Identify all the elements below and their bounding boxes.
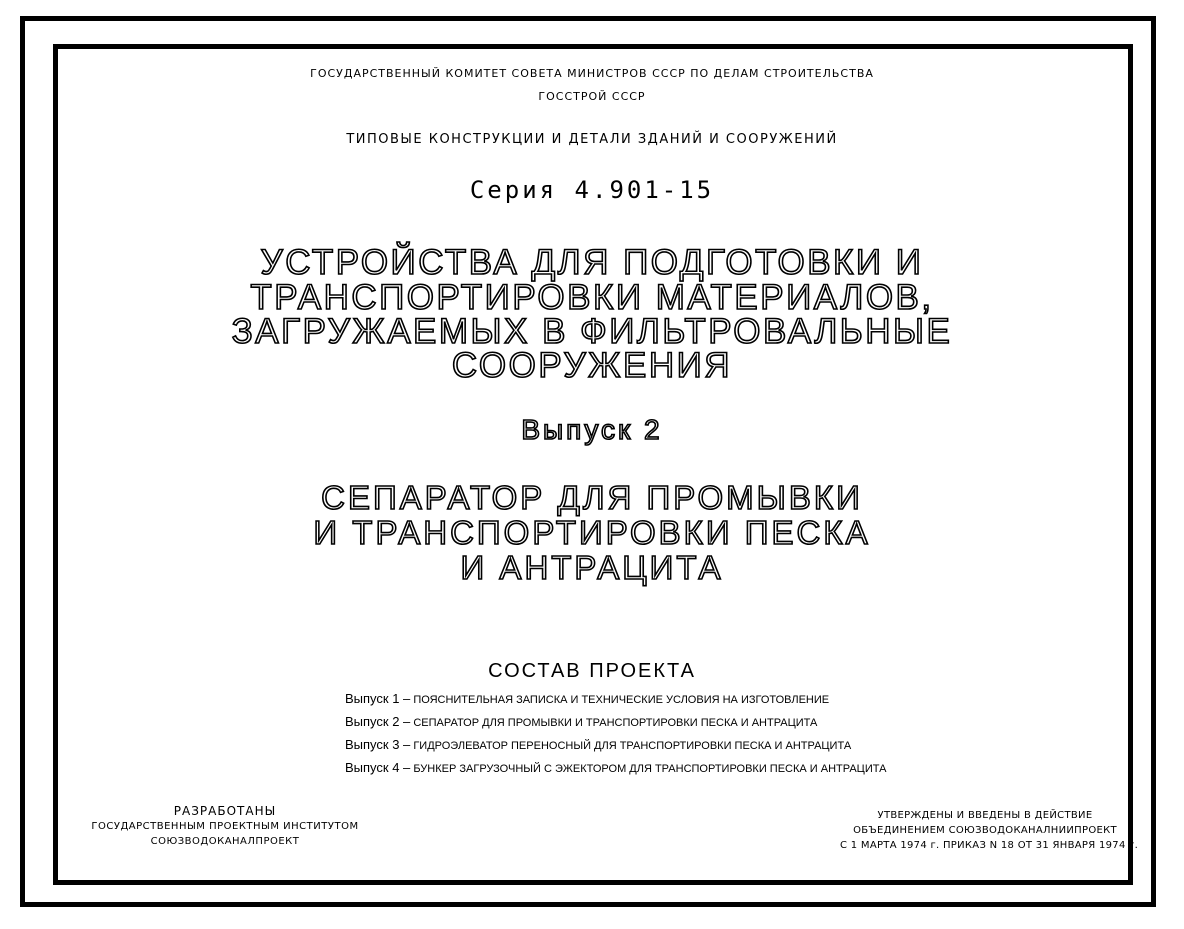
list-item <box>345 688 905 711</box>
approval-block <box>840 808 1139 853</box>
list-item-prefix: Выпуск 2 – <box>345 714 411 729</box>
subtitle-line-2: И ТРАНСПОРТИРОВКИ ПЕСКА <box>313 514 871 551</box>
subtitle-line-1: СЕПАРАТОР ДЛЯ ПРОМЫВКИ <box>321 479 863 516</box>
list-item-text: БУНКЕР ЗАГРУЗОЧНЫЙ С ЭЖЕКТОРОМ ДЛЯ ТРАНСПОРТИРОВКИ ПЕСКА И АНТРАЦИТА <box>413 763 887 775</box>
developed-by-institute: ГОСУДАРСТВЕННЫМ ПРОЕКТНЫМ ИНСТИТУТОМ <box>91 821 359 832</box>
developed-by-name: СОЮЗВОДОКАНАЛПРОЕКТ <box>150 836 300 847</box>
approval-line-1: УТВЕРЖДЕНЫ И ВВЕДЕНЫ В ДЕЙСТВИЕ <box>877 810 1093 821</box>
developed-by-block <box>80 804 370 849</box>
title-line-4: СООРУЖЕНИЯ <box>451 346 733 385</box>
list-item <box>345 711 905 734</box>
list-item-text: ГИДРОЭЛЕВАТОР ПЕРЕНОСНЫЙ ДЛЯ ТРАНСПОРТИРОВКИ ПЕСКА И АНТРАЦИТА <box>413 740 852 752</box>
approval-line-2: ОБЪЕДИНЕНИЕМ СОЮЗВОДОКАНАЛНИИПРОЕКТ <box>853 825 1117 836</box>
list-item <box>345 757 905 780</box>
list-item-text: СЕПАРАТОР ДЛЯ ПРОМЫВКИ И ТРАНСПОРТИРОВКИ ПЕСКА И АНТРАЦИТА <box>413 717 818 729</box>
header-gosstroy: ГОССТРОЙ СССР <box>538 90 646 103</box>
list-item-prefix: Выпуск 1 – <box>345 691 411 706</box>
subtitle-line-3: И АНТРАЦИТА <box>460 549 724 586</box>
project-contents-list <box>345 688 905 780</box>
issue-number: Выпуск 2 <box>521 414 663 445</box>
header-typical-constructions: ТИПОВЫЕ КОНСТРУКЦИИ И ДЕТАЛИ ЗДАНИЙ И СООРУЖЕНИЙ <box>346 132 838 147</box>
series-number: Серия 4.901-15 <box>469 176 715 204</box>
list-item-prefix: Выпуск 4 – <box>345 760 411 775</box>
list-item-prefix: Выпуск 3 – <box>345 737 411 752</box>
approval-line-3: С 1 МАРТА 1974 г. ПРИКАЗ N 18 ОТ 31 ЯНВАРЯ 1974 г. <box>840 840 1139 851</box>
title-line-2: ТРАНСПОРТИРОВКИ МАТЕРИАЛОВ, <box>250 278 934 317</box>
title-line-1: УСТРОЙСТВА ДЛЯ ПОДГОТОВКИ И <box>260 243 924 282</box>
project-contents-title: СОСТАВ ПРОЕКТА <box>488 660 696 682</box>
developed-by-header: РАЗРАБОТАНЫ <box>173 804 277 818</box>
header-committee: ГОСУДАРСТВЕННЫЙ КОМИТЕТ СОВЕТА МИНИСТРОВ СССР ПО ДЕЛАМ СТРОИТЕЛЬСТВА <box>310 67 874 80</box>
list-item <box>345 734 905 757</box>
title-line-3: ЗАГРУЖАЕМЫХ В ФИЛЬТРОВАЛЬНЫЕ <box>231 312 953 351</box>
list-item-text: ПОЯСНИТЕЛЬНАЯ ЗАПИСКА И ТЕХНИЧЕСКИЕ УСЛОВИЯ НА ИЗГОТОВЛЕНИЕ <box>413 694 830 706</box>
